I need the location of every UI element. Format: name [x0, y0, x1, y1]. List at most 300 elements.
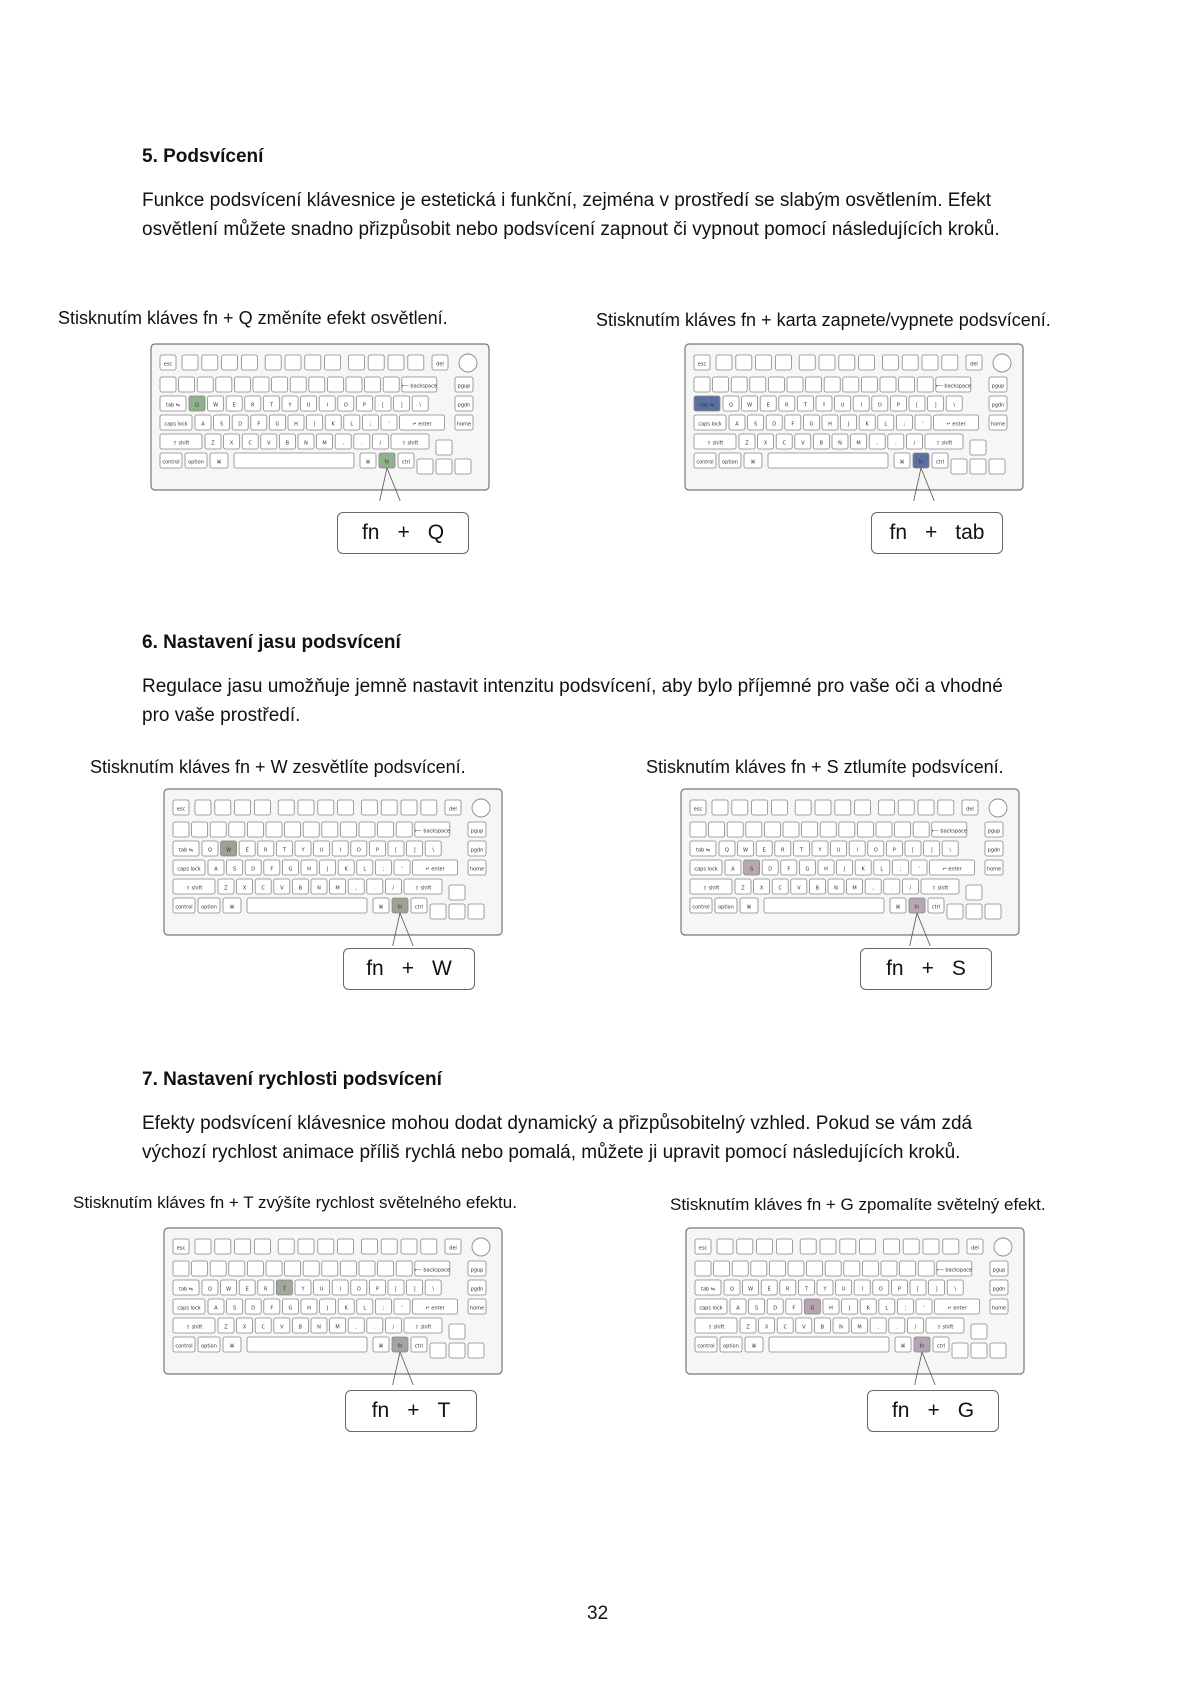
key-X: [758, 434, 774, 449]
key-num12: [918, 1261, 934, 1276]
key-N: [833, 1318, 849, 1333]
svg-text:V: V: [797, 885, 801, 892]
key-home: [455, 415, 473, 430]
svg-text:P: P: [897, 1286, 901, 1293]
key-Z: [735, 879, 751, 894]
svg-text:\: \: [419, 402, 422, 409]
key-home: [468, 860, 486, 875]
svg-text:ctrl: ctrl: [936, 1343, 946, 1350]
key-f10: [902, 355, 918, 370]
svg-text:⟵ backspace: ⟵ backspace: [931, 828, 967, 835]
svg-text:⌘: ⌘: [751, 1343, 757, 1350]
key-num10: [346, 377, 362, 392]
svg-text:O: O: [873, 847, 878, 854]
key-num0: [694, 377, 710, 392]
key-/: [906, 434, 922, 449]
key-f10: [903, 1239, 919, 1254]
key-T: [797, 396, 813, 411]
keyboard-diagram-fn-s: [680, 788, 1020, 946]
svg-text:option: option: [201, 1343, 217, 1350]
key-I: [332, 1280, 348, 1295]
key-rshift: [926, 1318, 964, 1333]
key-T: [798, 1280, 814, 1295]
key-f5: [795, 800, 811, 815]
key-C: [777, 1318, 793, 1333]
key-W: [742, 396, 758, 411]
key-num0: [695, 1261, 711, 1276]
key-S: [749, 1299, 765, 1314]
key-Y: [295, 841, 311, 856]
key-num7: [824, 377, 840, 392]
key-up: [449, 1324, 465, 1339]
svg-text:esc: esc: [176, 1245, 186, 1252]
key-num0: [690, 822, 706, 837]
key-[: [905, 841, 921, 856]
key-Z: [740, 1318, 756, 1333]
svg-text:del: del: [966, 806, 974, 813]
key-C: [242, 434, 258, 449]
key-': [381, 415, 397, 430]
key-R: [245, 396, 261, 411]
key-rshift: [391, 434, 429, 449]
svg-text:J: J: [313, 421, 316, 428]
svg-text:W: W: [748, 1286, 754, 1293]
key-C: [255, 1318, 271, 1333]
key-fn: [913, 453, 929, 468]
key-\: [425, 1280, 441, 1295]
svg-text:R: R: [786, 1286, 790, 1293]
key-num9: [857, 822, 873, 837]
svg-text:tab ⇆: tab ⇆: [696, 847, 710, 854]
svg-text:caps lock: caps lock: [694, 866, 718, 873]
key-num11: [378, 822, 394, 837]
key-W: [208, 396, 224, 411]
key-right: [468, 1343, 484, 1358]
key-/: [907, 1318, 923, 1333]
svg-text:C: C: [783, 1324, 787, 1331]
svg-text:↵ enter: ↵ enter: [425, 1305, 445, 1312]
key-ctrl: [411, 1337, 427, 1352]
key-num1: [192, 822, 208, 837]
svg-text:X: X: [229, 440, 234, 447]
key-]: [407, 841, 423, 856]
svg-text:⇧ shift: ⇧ shift: [185, 885, 203, 892]
svg-text:pgdn: pgdn: [987, 847, 1001, 854]
svg-text:F: F: [257, 421, 261, 428]
key-num7: [303, 1261, 319, 1276]
svg-text:;: ;: [382, 866, 385, 873]
svg-text:T: T: [282, 847, 286, 854]
section-6-heading: 6. Nastavení jasu podsvícení: [142, 632, 401, 653]
key-F: [264, 860, 280, 875]
key-\: [425, 841, 441, 856]
key-G: [803, 415, 819, 430]
svg-text:control: control: [692, 904, 710, 911]
key-L: [879, 1299, 895, 1314]
key-f9: [361, 1239, 377, 1254]
svg-text:O: O: [356, 847, 361, 854]
key-down: [971, 1343, 987, 1358]
key-home: [985, 860, 1003, 875]
key-]: [928, 396, 944, 411]
svg-text:fn: fn: [918, 459, 924, 466]
svg-text:H: H: [824, 866, 828, 873]
key-H: [288, 415, 304, 430]
key-U: [314, 841, 330, 856]
svg-text:⇧ shift: ⇧ shift: [185, 1324, 203, 1331]
key-J: [320, 860, 336, 875]
key-R: [258, 1280, 274, 1295]
combo-plus: +: [925, 521, 938, 544]
key-R: [775, 841, 791, 856]
svg-text:control: control: [696, 459, 714, 466]
svg-text:home: home: [986, 866, 1002, 873]
key-tab: [160, 396, 186, 411]
svg-text:⇧ shift: ⇧ shift: [401, 440, 419, 447]
svg-text:⇧ shift: ⇧ shift: [931, 885, 949, 892]
key-\: [947, 1280, 963, 1295]
key-rcmd: [890, 898, 906, 913]
key-space: [769, 1337, 889, 1352]
svg-text:S: S: [233, 1305, 237, 1312]
svg-text:⇧ shift: ⇧ shift: [414, 885, 432, 892]
key-right: [989, 459, 1005, 474]
key-B: [809, 879, 825, 894]
key-del: [432, 355, 448, 370]
svg-text:E: E: [766, 402, 770, 409]
svg-text:K: K: [861, 866, 865, 873]
key-home: [468, 1299, 486, 1314]
key-f3: [756, 355, 772, 370]
key-space: [764, 898, 884, 913]
svg-text:\: \: [949, 847, 952, 854]
svg-text:option: option: [722, 459, 738, 466]
key-down: [436, 459, 452, 474]
key-O: [872, 396, 888, 411]
key-I: [332, 841, 348, 856]
key-.: [888, 434, 904, 449]
key-f8: [338, 1239, 354, 1254]
key-esc: [694, 355, 710, 370]
key-S: [227, 1299, 243, 1314]
key-backspace: [415, 822, 450, 837]
key-G: [269, 415, 285, 430]
key-option: [715, 898, 737, 913]
key-up: [449, 885, 465, 900]
key-U: [301, 396, 317, 411]
svg-text:⌘: ⌘: [378, 1343, 384, 1350]
key-.: [354, 434, 370, 449]
svg-text:⇧ shift: ⇧ shift: [702, 885, 720, 892]
key-control: [173, 898, 195, 913]
key-X: [237, 1318, 253, 1333]
svg-text:R: R: [781, 847, 785, 854]
key-O: [868, 841, 884, 856]
svg-text:W: W: [747, 402, 753, 409]
key-O: [351, 1280, 367, 1295]
key-num10: [359, 822, 375, 837]
key-R: [779, 396, 795, 411]
key-num6: [285, 1261, 301, 1276]
svg-text:⇧ shift: ⇧ shift: [414, 1324, 432, 1331]
svg-text:pgdn: pgdn: [992, 1286, 1006, 1293]
svg-text:esc: esc: [693, 806, 703, 813]
key-;: [362, 415, 378, 430]
key-': [394, 1299, 410, 1314]
key-num8: [309, 377, 325, 392]
key-rcmd: [360, 453, 376, 468]
key-f6: [820, 1239, 836, 1254]
svg-text:P: P: [896, 402, 900, 409]
key-f8: [325, 355, 341, 370]
key-del: [966, 355, 982, 370]
key-,: [348, 879, 364, 894]
key-]: [924, 841, 940, 856]
svg-text:\: \: [953, 402, 956, 409]
svg-text:D: D: [773, 1305, 778, 1312]
key-T: [276, 1280, 292, 1295]
svg-text:tab ⇆: tab ⇆: [179, 1286, 193, 1293]
key-D: [767, 1299, 783, 1314]
svg-text:F: F: [270, 1305, 274, 1312]
svg-text:H: H: [828, 421, 832, 428]
key-N: [298, 434, 314, 449]
key-fn: [392, 898, 408, 913]
key-pgup: [468, 1261, 486, 1276]
svg-text:F: F: [791, 421, 795, 428]
key-f11: [918, 800, 934, 815]
key-num6: [285, 822, 301, 837]
combo-plus: +: [921, 957, 934, 980]
key-f3: [235, 1239, 251, 1254]
combo-key-tab: tab: [955, 521, 985, 544]
key-rcmd: [894, 453, 910, 468]
svg-text:pgup: pgup: [992, 1267, 1006, 1274]
key-control: [160, 453, 182, 468]
key-/: [385, 879, 401, 894]
svg-text:caps lock: caps lock: [164, 421, 188, 428]
svg-text:esc: esc: [698, 1245, 708, 1252]
key-pgdn: [990, 1280, 1008, 1295]
key-f9: [878, 800, 894, 815]
key-num0: [173, 822, 189, 837]
svg-text:B: B: [819, 440, 824, 447]
svg-text:J: J: [843, 866, 846, 873]
key-f10: [898, 800, 914, 815]
svg-text:pgdn: pgdn: [457, 402, 471, 409]
key-X: [759, 1318, 775, 1333]
svg-text:G: G: [288, 1305, 293, 1312]
svg-text:Z: Z: [224, 1324, 228, 1331]
section-7-text: Efekty podsvícení klávesnice mohou dodat dynamický a přizpůsobitelný vzhled. Pokud se vám zdá výchozí rychlost animace příliš rychlá nebo pomalá, můžete ji upravit pomocí následujících kroků.: [142, 1113, 973, 1163]
svg-text:R: R: [785, 402, 789, 409]
svg-text:V: V: [280, 1324, 284, 1331]
key-L: [357, 860, 373, 875]
key-G: [799, 860, 815, 875]
key-I: [319, 396, 335, 411]
svg-text:⌘: ⌘: [378, 904, 384, 911]
svg-text:': ': [923, 1305, 925, 1312]
key-num9: [327, 377, 343, 392]
key-backspace: [932, 822, 967, 837]
svg-text:': ': [401, 1305, 403, 1312]
key-Z: [205, 434, 221, 449]
key-num3: [746, 822, 762, 837]
svg-text:↵ enter: ↵ enter: [946, 421, 966, 428]
svg-text:/: /: [913, 440, 916, 447]
key-N: [311, 1318, 327, 1333]
svg-text:A: A: [735, 421, 739, 428]
key-num4: [247, 822, 263, 837]
svg-text:': ': [401, 866, 403, 873]
combo-plus: +: [927, 1399, 940, 1422]
key-pgup: [989, 377, 1007, 392]
key-pgdn: [985, 841, 1003, 856]
combo-key-fn: fn: [889, 521, 908, 544]
svg-text:fn: fn: [397, 904, 403, 911]
key-Q: [719, 841, 735, 856]
key-lshift: [173, 1318, 215, 1333]
key-del: [445, 1239, 461, 1254]
section-5-left-caption: Stisknutím kláves fn + Q změníte efekt osvětlení.: [58, 308, 448, 328]
combo-plus: +: [401, 957, 414, 980]
svg-text:[: [: [916, 402, 918, 409]
svg-text:T: T: [282, 1286, 286, 1293]
svg-text:S: S: [220, 421, 224, 428]
svg-text:esc: esc: [176, 806, 186, 813]
key-H: [301, 860, 317, 875]
key-M: [851, 434, 867, 449]
svg-text:T: T: [269, 402, 273, 409]
combo-key-fn: fn: [886, 957, 904, 980]
svg-text:⌘: ⌘: [229, 1343, 235, 1350]
key-f9: [882, 355, 898, 370]
svg-text:W: W: [213, 402, 219, 409]
svg-text:A: A: [736, 1305, 740, 1312]
key-U: [835, 396, 851, 411]
svg-text:R: R: [264, 847, 268, 854]
svg-text:': ': [922, 421, 924, 428]
key-num6: [802, 822, 818, 837]
key-]: [394, 396, 410, 411]
key-N: [832, 434, 848, 449]
key-B: [292, 1318, 308, 1333]
svg-text:J: J: [326, 1305, 329, 1312]
svg-text:⟵ backspace: ⟵ backspace: [936, 1267, 972, 1274]
key-E: [761, 1280, 777, 1295]
key-num4: [234, 377, 250, 392]
key-f5: [799, 355, 815, 370]
key-num5: [266, 822, 282, 837]
key-esc: [173, 1239, 189, 1254]
key-f11: [401, 800, 417, 815]
key-num6: [806, 377, 822, 392]
svg-text:Y: Y: [818, 847, 822, 854]
key-fn: [379, 453, 395, 468]
key-f2: [215, 1239, 231, 1254]
key-f12: [943, 1239, 959, 1254]
key-num8: [839, 822, 855, 837]
svg-text:V: V: [802, 1324, 806, 1331]
key-f5: [800, 1239, 816, 1254]
svg-text:E: E: [762, 847, 766, 854]
svg-text:Z: Z: [745, 440, 749, 447]
key-option: [719, 453, 741, 468]
key-A: [195, 415, 211, 430]
key-N: [828, 879, 844, 894]
svg-text:⌘: ⌘: [895, 904, 901, 911]
combo-fn-g: [867, 1390, 999, 1432]
key-up: [971, 1324, 987, 1339]
key-P: [886, 841, 902, 856]
key-num3: [751, 1261, 767, 1276]
key-U: [314, 1280, 330, 1295]
svg-text:E: E: [245, 1286, 249, 1293]
key-S: [748, 415, 764, 430]
key-P: [369, 1280, 385, 1295]
svg-text:,: ,: [872, 885, 874, 892]
combo-key-q: Q: [427, 521, 445, 544]
combo-key-fn: fn: [366, 957, 384, 980]
key-E: [239, 1280, 255, 1295]
key-down: [449, 1343, 465, 1358]
key-num1: [179, 377, 195, 392]
svg-text:del: del: [436, 361, 444, 368]
svg-text:K: K: [344, 1305, 348, 1312]
key-lcmd: [223, 898, 241, 913]
key-]: [407, 1280, 423, 1295]
svg-text:[: [: [912, 847, 914, 854]
key-f2: [732, 800, 748, 815]
key-/: [902, 879, 918, 894]
svg-text:S: S: [755, 1305, 759, 1312]
section-7-heading: 7. Nastavení rychlosti podsvícení: [142, 1069, 442, 1090]
svg-text:L: L: [363, 866, 367, 873]
key-G: [282, 1299, 298, 1314]
key-R: [258, 841, 274, 856]
svg-text:J: J: [847, 421, 850, 428]
svg-text:C: C: [261, 885, 265, 892]
svg-text:ctrl: ctrl: [935, 459, 945, 466]
svg-text:↵ enter: ↵ enter: [425, 866, 445, 873]
key-A: [208, 860, 224, 875]
svg-text:R: R: [264, 1286, 268, 1293]
key-Y: [295, 1280, 311, 1295]
key-Z: [218, 879, 234, 894]
svg-text:tab ⇆: tab ⇆: [700, 402, 714, 409]
svg-text:H: H: [307, 866, 311, 873]
svg-text:caps lock: caps lock: [177, 1305, 201, 1312]
key-P: [891, 1280, 907, 1295]
svg-text:]: ]: [935, 1286, 938, 1293]
key-f7: [318, 800, 334, 815]
key-;: [375, 860, 391, 875]
svg-text:tab ⇆: tab ⇆: [166, 402, 180, 409]
key-left: [952, 1343, 968, 1358]
key-num10: [359, 1261, 375, 1276]
svg-text:F: F: [792, 1305, 796, 1312]
key-M: [847, 879, 863, 894]
key-lcmd: [740, 898, 758, 913]
key-esc: [695, 1239, 711, 1254]
key-control: [694, 453, 716, 468]
svg-text:;: ;: [899, 866, 902, 873]
section-7-left-caption: Stisknutím kláves fn + T zvýšíte rychlost světelného efektu.: [73, 1193, 517, 1212]
svg-text:esc: esc: [163, 361, 173, 368]
key-num1: [714, 1261, 730, 1276]
svg-text:pgdn: pgdn: [470, 847, 484, 854]
key-num11: [378, 1261, 394, 1276]
